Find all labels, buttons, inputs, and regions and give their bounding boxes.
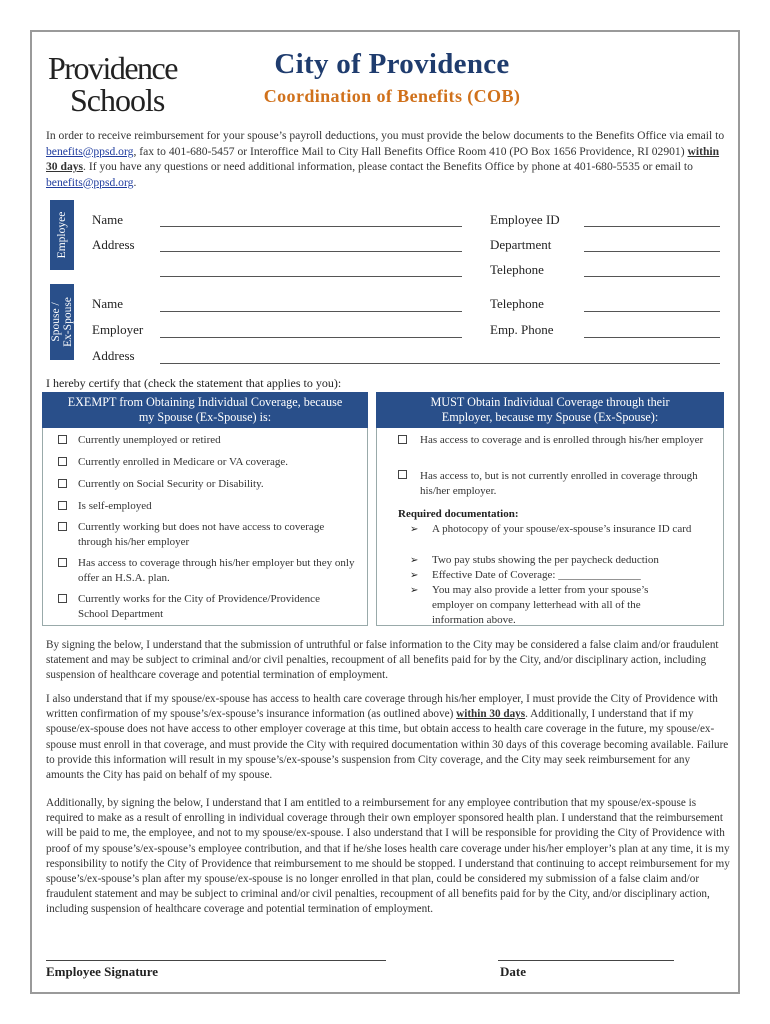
intro-part-2: , fax to 401-680-5457 or Interoffice Mail to City Hall Benefits Office Room 410 (PO Box 1656 Providence, RI 02901) (133, 144, 688, 158)
employee-name-field[interactable] (160, 226, 462, 227)
must-checkbox-1[interactable] (398, 435, 407, 444)
required-item-4: You may also provide a letter from your spouse’s employer on company letterhead with all of the information above. (432, 584, 649, 626)
exempt-checkbox-5[interactable] (58, 522, 67, 531)
date-field[interactable] (498, 960, 674, 961)
exempt-option-2: Currently enrolled in Medicare or VA coverage. (78, 456, 289, 468)
spouse-employer-field[interactable] (160, 337, 462, 338)
paragraph-2-deadline: within 30 days (456, 708, 526, 721)
employee-section-label (50, 200, 74, 270)
exempt-option-5: Currently working but does not have access to coverage through his/her employer (78, 521, 325, 548)
required-documentation-title: Required documentation: (398, 508, 519, 520)
employee-department-label: Department (490, 237, 552, 252)
intro-text (46, 128, 730, 190)
date-label: Date (500, 964, 526, 979)
intro-part-1: In order to receive reimbursement for your spouse’s payroll deductions, you must provide the below documents to the Benefits Office via email to (46, 129, 725, 142)
arrow-bullet-icon: ➢ (410, 585, 419, 596)
exempt-option-1: Currently unemployed or retired (78, 434, 221, 446)
exempt-checkbox-7[interactable] (58, 594, 67, 603)
providence-schools-logo (48, 50, 198, 130)
spouse-name-label: Name (92, 296, 124, 311)
exempt-header (42, 392, 368, 428)
paragraph-false-claims: By signing the below, I understand that the submission of untruthful or false information to the City may be considered a false claim and/or fraudulent statement and may be subject to criminal and/or civil penalties, recoupment of all benefits paid for by the City, and/or disciplinary action, including suspension of healthcare coverage and potential termination of employment. (46, 639, 719, 682)
must-option-2: Has access to, but is not currently enrolled in coverage through his/her employer. (420, 470, 698, 497)
spouse-telephone-label: Telephone (490, 296, 544, 311)
spouse-address-label: Address (92, 348, 135, 363)
paragraph-2-part-2: . Additionally, I understand that if my spouse/ex-spouse does not have access to other employer coverage at this time, but obtain access to health care coverage in the future, my spouse/ex-spouse must enroll in that coverage, and must provide the City with required documentation within 30 days of this coverage becoming available. Failure to provide this information will result in my spouse’s/ex-spouse’s suspension from City coverage, and the City may seek reimbursement for any amounts the City has paid on behalf of my spouse. (46, 708, 729, 782)
logo-line-1: Providence (48, 50, 177, 86)
arrow-bullet-icon: ➢ (410, 570, 419, 581)
must-header (376, 392, 724, 428)
employee-section-text: Employee (56, 211, 68, 259)
employee-department-field[interactable] (584, 251, 720, 252)
employee-signature-field[interactable] (46, 960, 386, 961)
spouse-emp-phone-label: Emp. Phone (490, 322, 554, 337)
page-title: City of Providence (274, 48, 510, 80)
employee-name-label: Name (92, 212, 124, 227)
spouse-telephone-field[interactable] (584, 311, 720, 312)
paragraph-access-coverage (46, 692, 730, 783)
employee-telephone-label: Telephone (490, 262, 544, 277)
exempt-option-7: Currently works for the City of Providence/Providence School Department (78, 593, 320, 620)
must-option-1: Has access to coverage and is enrolled through his/her employer (420, 434, 704, 446)
employee-address-label: Address (92, 237, 135, 252)
must-checkbox-2[interactable] (398, 470, 407, 479)
exempt-header-line-2: my Spouse (Ex-Spouse) is: (138, 410, 272, 424)
page-subtitle: Coordination of Benefits (COB) (263, 86, 521, 106)
exempt-checkbox-6[interactable] (58, 558, 67, 567)
intro-deadline: within 30 days (46, 144, 720, 173)
exempt-option-6: Has access to coverage through his/her employer but they only offer an H.S.A. plan. (78, 557, 355, 584)
exempt-checkbox-1[interactable] (58, 435, 67, 444)
employee-signature-label: Employee Signature (46, 964, 159, 979)
intro-part-4: . (133, 175, 137, 189)
form-page (30, 30, 740, 994)
spouse-section-line-2: Ex-Spouse (62, 297, 74, 347)
exempt-checkbox-4[interactable] (58, 501, 67, 510)
employee-address-field[interactable] (160, 251, 462, 252)
required-item-3: Effective Date of Coverage: _______________ (432, 569, 641, 581)
paragraph-reimbursement: Additionally, by signing the below, I understand that I am entitled to a reimbursement for any employee contribution that my spouse/ex-spouse is required to make as a result of enrolling in individual coverage through their own employer sponsored health plan. I understand that the reimbursement will be paid to me, the employee, and not to my spouse/ex-spouse. I also understand that I will be responsible for providing the City of Providence with proof of my spouse’s/ex-spouse’s employee contribution, and that if he/she loses health care coverage under his/her employer’s plan at any time, it is my responsibility to notify the City of Providence that reimbursement to me should be stopped. I understand that continuing to accept reimbursement for my spouse’s/ex-spouse’s plan after my spouse/ex-spouse is no longer enrolled in that plan, could be considered my submission of a false claim and/or fraudulent statement and may be subject to criminal and/or civil penalties, recoupment of all benefits paid for by the City, and/or disciplinary action, including suspension of healthcare coverage and potential termination of employment. (46, 797, 730, 916)
benefits-email-link[interactable]: benefits@ppsd.org (46, 144, 134, 158)
arrow-bullet-icon: ➢ (410, 524, 419, 535)
spouse-section-label (50, 284, 74, 360)
exempt-header-line-1: EXEMPT from Obtaining Individual Coverage, because (67, 395, 343, 409)
benefits-email-link-2[interactable]: benefits@ppsd.org (46, 175, 134, 189)
must-header-line-1: MUST Obtain Individual Coverage through their (430, 395, 670, 409)
exempt-option-4: Is self-employed (78, 500, 152, 512)
spouse-section-line-1: Spouse / (50, 302, 62, 342)
exempt-checkbox-3[interactable] (58, 479, 67, 488)
employee-id-label: Employee ID (490, 212, 560, 227)
arrow-bullet-icon: ➢ (410, 555, 419, 566)
spouse-employer-label: Employer (92, 322, 144, 337)
exempt-checkbox-2[interactable] (58, 457, 67, 466)
must-header-line-2: Employer, because my Spouse (Ex-Spouse): (441, 410, 659, 424)
required-item-1: A photocopy of your spouse/ex-spouse’s insurance ID card (432, 523, 692, 535)
spouse-name-field[interactable] (160, 311, 462, 312)
employee-id-field[interactable] (584, 226, 720, 227)
required-item-2: Two pay stubs showing the per paycheck deduction (432, 554, 659, 566)
employee-telephone-field[interactable] (584, 276, 720, 277)
intro-part-3: . If you have any questions or need additional information, please contact the Benefits Office by phone at 401-680-5535 or email to (83, 160, 693, 173)
exempt-option-3: Currently on Social Security or Disability. (78, 478, 264, 490)
spouse-emp-phone-field[interactable] (584, 337, 720, 338)
certify-statement: I hereby certify that (check the statement that applies to you): (46, 376, 342, 390)
spouse-address-field[interactable] (160, 363, 720, 364)
spouse-section-text (50, 297, 74, 347)
employee-address-field-2[interactable] (160, 276, 462, 277)
logo-line-2: Schools (70, 82, 165, 118)
paragraph-2-part-1: I also understand that if my spouse/ex-spouse has access to health care coverage through his/her employer, I must provide the City of Providence with written confirmation of my spouse’s/ex-spouse’s insurance information (as outlined above) (46, 693, 718, 721)
